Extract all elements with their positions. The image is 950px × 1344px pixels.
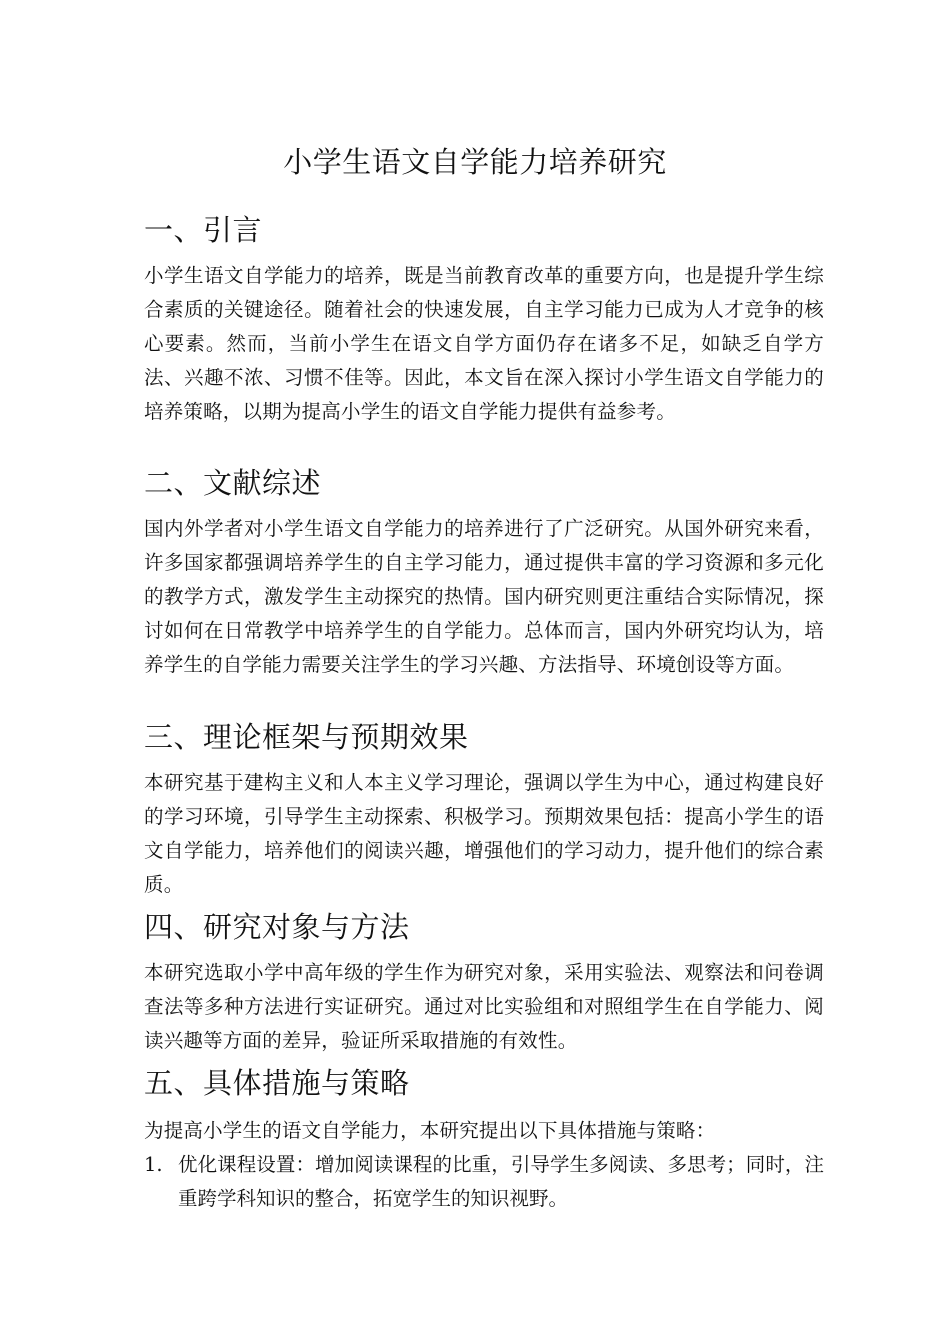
list-item	[144, 1148, 824, 1216]
section-heading-introduction: 一、引言	[144, 213, 263, 247]
section-heading-theory-framework: 三、理论框架与预期效果	[144, 720, 469, 754]
section-heading-measures: 五、具体措施与策略	[144, 1066, 410, 1100]
document-title: 小学生语文自学能力培养研究	[283, 145, 667, 179]
section-heading-literature-review: 二、文献综述	[144, 466, 322, 500]
list-item-number: 1.	[144, 1153, 163, 1176]
section-paragraph-research-methods: 本研究选取小学中高年级的学生作为研究对象，采用实验法、观察法和问卷调查法等多种方法进行实证研究。通过对比实验组和对照组学生在自学能力、阅读兴趣等方面的差异，验证所采取措施的有效性。	[144, 961, 824, 1052]
section-paragraph-measures: 为提高小学生的语文自学能力，本研究提出以下具体措施与策略：	[144, 1119, 716, 1142]
section-paragraph-theory-framework: 本研究基于建构主义和人本主义学习理论，强调以学生为中心，通过构建良好的学习环境，引导学生主动探索、积极学习。预期效果包括：提高小学生的语文自学能力，培养他们的阅读兴趣，增强他们的学习动力，提升他们的综合素质。	[144, 771, 824, 896]
section-heading-research-methods: 四、研究对象与方法	[144, 910, 410, 944]
section-paragraph-introduction: 小学生语文自学能力的培养，既是当前教育改革的重要方向，也是提升学生综合素质的关键途径。随着社会的快速发展，自主学习能力已成为人才竞争的核心要素。然而，当前小学生在语文自学方面仍存在诸多不足，如缺乏自学方法、兴趣不浓、习惯不佳等。因此，本文旨在深入探讨小学生语文自学能力的培养策略，以期为提高小学生的语文自学能力提供有益参考。	[144, 264, 824, 423]
list-item-text: 优化课程设置：增加阅读课程的比重，引导学生多阅读、多思考；同时，注重跨学科知识的整合，拓宽学生的知识视野。	[178, 1153, 824, 1210]
section-paragraph-literature-review: 国内外学者对小学生语文自学能力的培养进行了广泛研究。从国外研究来看，许多国家都强调培养学生的自主学习能力，通过提供丰富的学习资源和多元化的教学方式，激发学生主动探究的热情。国内研究则更注重结合实际情况，探讨如何在日常教学中培养学生的自学能力。总体而言，国内外研究均认为，培养学生的自学能力需要关注学生的学习兴趣、方法指导、环境创设等方面。	[144, 517, 824, 676]
